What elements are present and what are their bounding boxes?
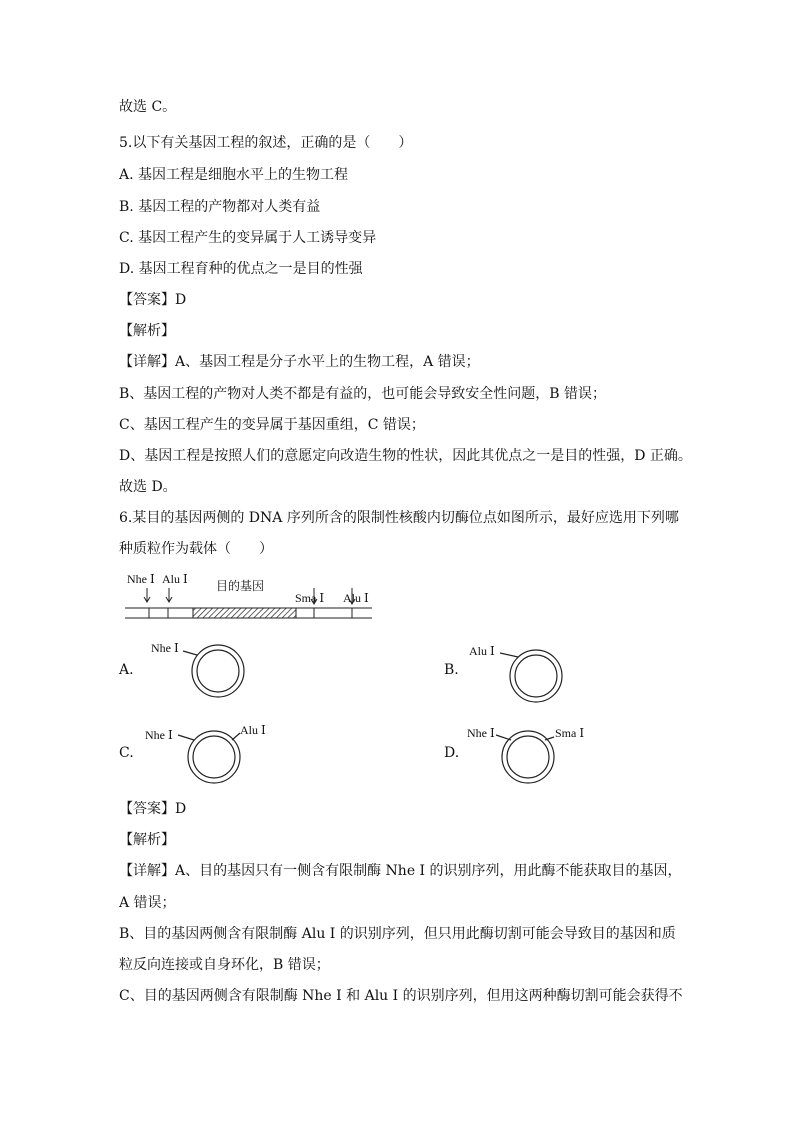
text-line: 故选 C。 xyxy=(119,99,177,115)
answer-label-2: 【答案】D xyxy=(119,801,187,817)
option-b-site-1: Alu Ⅰ xyxy=(469,644,495,658)
detail-line: A 错误； xyxy=(119,895,176,911)
option-d-text: D. 基因工程育种的优点之一是目的性强 xyxy=(119,261,363,277)
option-a-letter: A. xyxy=(119,662,134,678)
analysis-label-2: 【解析】 xyxy=(119,832,175,848)
option-c-text: C. 基因工程产生的变异属于人工诱导变异 xyxy=(119,230,377,246)
plasmid-b-icon xyxy=(500,650,562,702)
option-c-letter: C. xyxy=(119,745,134,761)
option-a-text: A. 基因工程是细胞水平上的生物工程 xyxy=(119,167,349,183)
option-d-site-2: Sma Ⅰ xyxy=(555,726,585,740)
answer-label: 【答案】D xyxy=(119,292,187,308)
plasmid-c-icon xyxy=(178,731,240,783)
question-6-stem: 6.某目的基因两侧的 DNA 序列所含的限制性核酸内切酶位点如图所示，最好应选用下列哪 xyxy=(119,510,679,526)
option-a-site-1: Nhe Ⅰ xyxy=(151,641,179,655)
detail-line: 【详解】A、基因工程是分子水平上的生物工程，A 错误； xyxy=(119,354,480,370)
option-d-letter: D. xyxy=(444,745,460,761)
site-label-alu: Alu Ⅰ xyxy=(162,572,188,586)
detail-line: B、目的基因两侧含有限制酶 Alu Ⅰ 的识别序列，但只用此酶切割可能会导致目的基因和质 xyxy=(119,926,676,942)
detail-line: B、基因工程的产物对人类不都是有益的，也可能会导致安全性问题，B 错误； xyxy=(119,386,607,402)
site-label-nhe: Nhe Ⅰ xyxy=(127,572,155,586)
gene-label: 目的基因 xyxy=(216,579,265,593)
option-c-site-2: Alu Ⅰ xyxy=(240,723,266,737)
site-label-alu-2: Alu Ⅰ xyxy=(343,591,369,605)
plasmid-a-icon xyxy=(183,645,244,697)
detail-line: 【详解】A、目的基因只有一侧含有限制酶 Nhe Ⅰ 的识别序列，用此酶不能获取目的基因， xyxy=(119,863,682,879)
site-label-sma: Sma Ⅰ xyxy=(295,591,325,605)
question-6-stem-cont: 种质粒作为载体（ ） xyxy=(119,541,273,557)
text-line: 故选 D。 xyxy=(119,479,177,495)
option-b-text: B. 基因工程的产物都对人类有益 xyxy=(119,199,321,215)
analysis-label: 【解析】 xyxy=(119,323,175,339)
question-5-stem: 5.以下有关基因工程的叙述，正确的是（ ） xyxy=(119,135,413,151)
plasmid-d-icon xyxy=(496,731,554,783)
detail-line: C、目的基因两侧含有限制酶 Nhe Ⅰ 和 Alu Ⅰ 的识别序列，但用这两种酶切割可能会获得不 xyxy=(119,988,683,1004)
detail-line: C、基因工程产生的变异属于基因重组，C 错误； xyxy=(119,417,425,433)
detail-line: D、基因工程是按照人们的意愿定向改造生物的性状，因此其优点之一是目的性强，D 正确。 xyxy=(119,448,692,464)
option-d-site-1: Nhe Ⅰ xyxy=(467,726,495,740)
detail-line: 粒反向连接或自身环化，B 错误； xyxy=(119,957,330,973)
option-b-letter: B. xyxy=(444,662,459,678)
option-c-site-1: Nhe Ⅰ xyxy=(145,728,173,742)
